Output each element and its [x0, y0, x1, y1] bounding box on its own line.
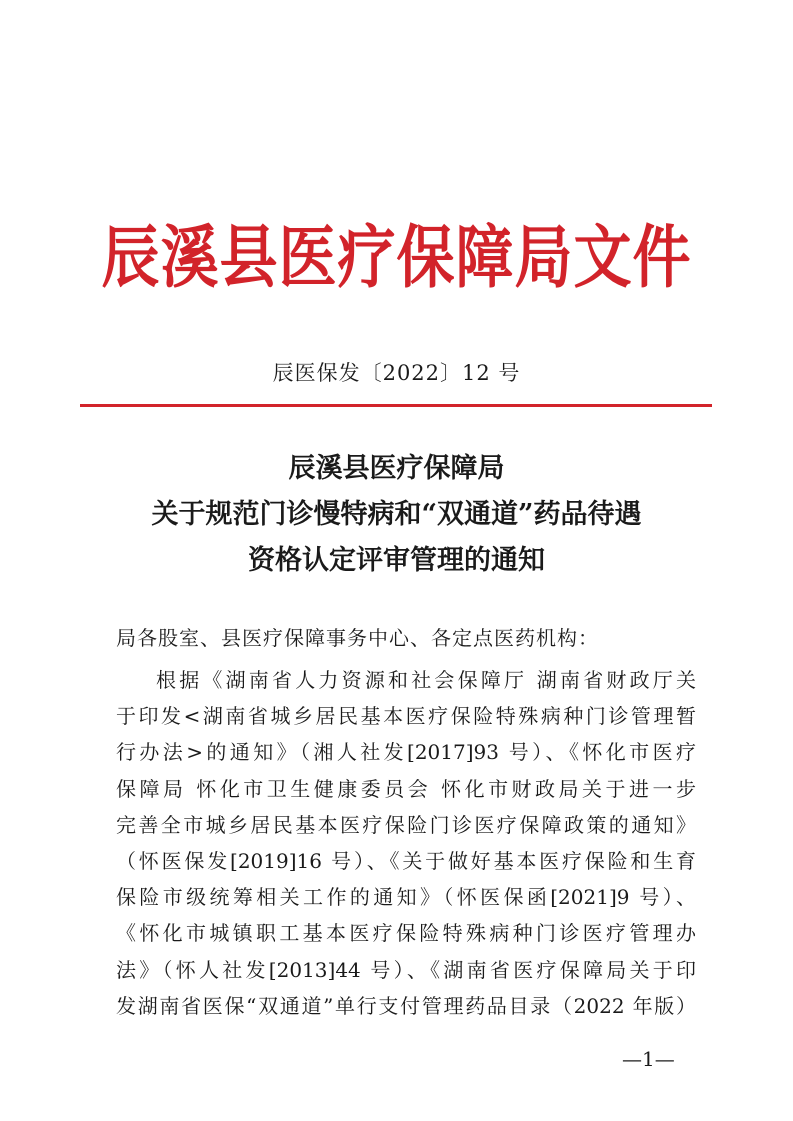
- salutation: 局各股室、县医疗保障事务中心、各定点医药机构：: [116, 626, 599, 650]
- document-number: 辰医保发〔2022〕12 号: [272, 361, 521, 385]
- body-line: 完善全市城乡居民基本医疗保险门诊医疗保障政策的通知》: [116, 812, 696, 837]
- body-line: 于印发<湖南省城乡居民基本医疗保险特殊病种门诊管理暂: [116, 704, 696, 729]
- body-line: （怀医保发[2019]16 号）、《关于做好基本医疗保险和生育: [116, 849, 696, 874]
- body-line: 保障局 怀化市卫生健康委员会 怀化市财政局关于进一步: [116, 776, 696, 801]
- body-text: [116, 662, 696, 1024]
- red-separator-line: [80, 404, 712, 407]
- notice-title: [0, 446, 793, 584]
- body-line: 行办法>的通知》（湘人社发[2017]93 号）、《怀化市医疗: [116, 740, 696, 765]
- body-line: 根据《湖南省人力资源和社会保障厅 湖南省财政厅关: [156, 668, 696, 692]
- page-number: —1—: [622, 1047, 675, 1071]
- notice-title-line: 关于规范门诊慢特病和“双通道”药品待遇: [151, 499, 642, 530]
- masthead-title: 辰溪县医疗保障局文件: [101, 217, 692, 298]
- body-line: 保险市级统筹相关工作的通知》（怀医保函[2021]9 号）、: [116, 885, 696, 910]
- notice-title-line: 辰溪县医疗保障局: [288, 453, 505, 484]
- body-line: 发湖南省医保“双通道”单行支付管理药品目录（2022 年版）: [116, 993, 696, 1018]
- body-line: 《怀化市城镇职工基本医疗保险特殊病种门诊医疗管理办: [116, 921, 696, 946]
- notice-title-line: 资格认定评审管理的通知: [248, 545, 545, 576]
- body-line: 法》（怀人社发[2013]44 号）、《湖南省医疗保障局关于印: [116, 957, 696, 982]
